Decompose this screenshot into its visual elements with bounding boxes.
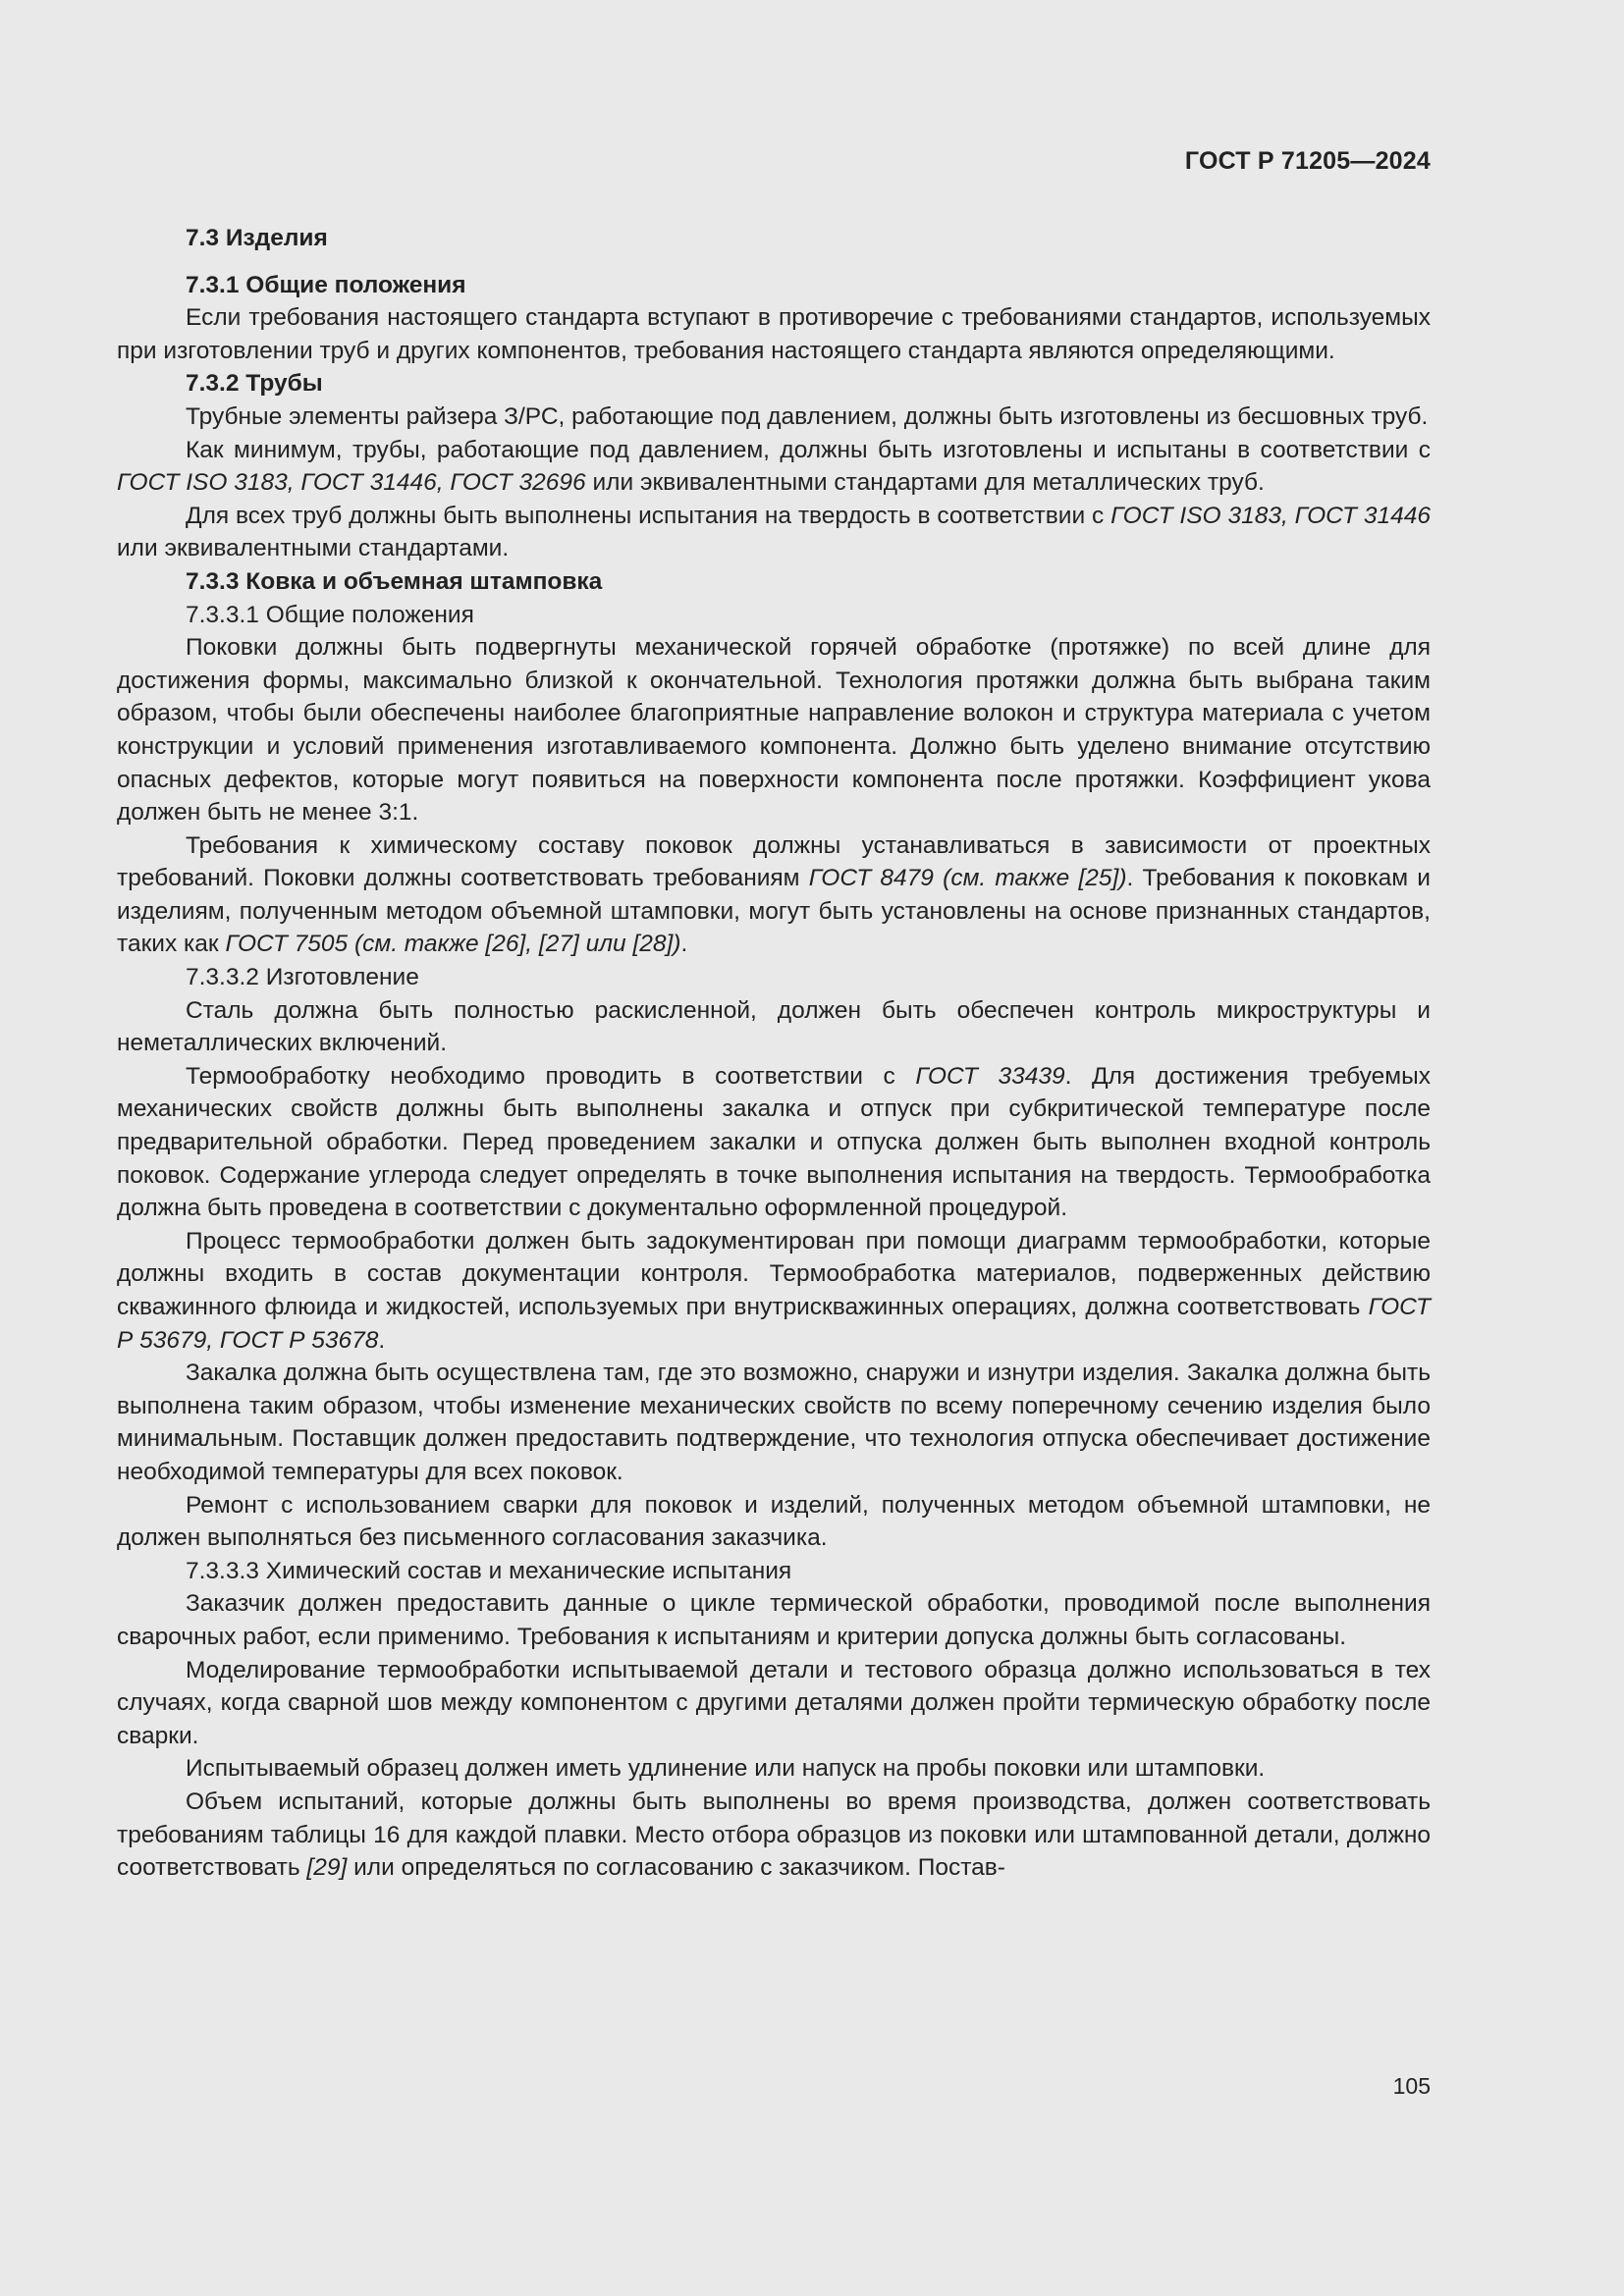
text: или эквивалентными стандартами.: [117, 535, 510, 562]
text: Как минимум, трубы, работающие под давлением, должны быть изготовлены и испытаны в соответствии с: [186, 436, 1431, 463]
paragraph: [117, 829, 1431, 961]
section-heading-7-3-2: 7.3.2 Трубы: [186, 370, 323, 398]
text: Для всех труб должны быть выполнены испытания на твердость в соответствии с: [186, 502, 1111, 529]
paragraph: Трубные элементы райзера З/РС, работающие под давлением, должны быть изготовлены из бесшовных труб.: [186, 402, 1429, 430]
text: Процесс термообработки должен быть задокументирован при помощи диаграмм термообработки, которые должны входить в состав документации контроля. Термообработка материалов, подверженных действию скважинного флюида и жидкостей, используемых при внутрискважинных операциях, должна соответствовать: [117, 1227, 1431, 1320]
text: . Для достижения требуемых механических свойств должны быть выполнены закалка и отпуск при субкритической температуре после предварительной обработки. Перед проведением закалки и отпуска должен быть выполнен входной контроль поковок. Содержание углерода следует определять в точке выполнения испытания на твердость. Термообработка должна быть проведена в соответствии с документально оформленной процедурой.: [117, 1062, 1431, 1222]
text: .: [680, 931, 688, 958]
section-heading-7-3-1: 7.3.1 Общие положения: [186, 271, 466, 298]
standard-reference: [29]: [306, 1854, 348, 1882]
standard-reference: ГОСТ 33439: [915, 1062, 1065, 1090]
standard-reference: ГОСТ ISO 3183, ГОСТ 31446: [1110, 502, 1431, 529]
document-number-header: ГОСТ Р 71205—2024: [1184, 147, 1431, 175]
text: . Требования к поковкам и изделиям, полученным методом объемной штамповки, могут быть установлены на основе признанных стандартов, таких как: [117, 865, 1431, 958]
document-body: [117, 222, 1431, 1885]
paragraph: Сталь должна быть полностью раскисленной, должен быть обеспечен контроль микроструктуры и неметаллических включений.: [117, 996, 1431, 1057]
subsection-heading-7-3-3-2: 7.3.3.2 Изготовление: [186, 964, 419, 991]
subsection-heading-7-3-3-3: 7.3.3.3 Химический состав и механические испытания: [186, 1557, 792, 1584]
text: или эквивалентными стандартами для металлических труб.: [585, 469, 1265, 497]
standard-reference: ГОСТ ISO 3183, ГОСТ 31446, ГОСТ 32696: [117, 469, 586, 497]
paragraph: [117, 1225, 1431, 1357]
subsection-heading-7-3-3-1: 7.3.3.1 Общие положения: [186, 601, 474, 628]
paragraph: Ремонт с использованием сварки для поковок и изделий, полученных методом объемной штамповки, не должен выполняться без письменного согласования заказчика.: [117, 1491, 1431, 1552]
text: Термообработку необходимо проводить в соответствии с: [186, 1062, 916, 1090]
paragraph: [117, 1060, 1431, 1225]
paragraph: [117, 434, 1431, 500]
text: .: [378, 1326, 386, 1354]
paragraph: Испытываемый образец должен иметь удлинение или напуск на пробы поковки или штамповки.: [186, 1755, 1266, 1783]
paragraph: Если требования настоящего стандарта вступают в противоречие с требованиями стандартов, используемых при изготовлении труб и других компонентов, требования настоящего стандарта являются определяющими.: [117, 304, 1431, 364]
section-heading-7-3-3: 7.3.3 Ковка и объемная штамповка: [186, 567, 603, 595]
paragraph: Моделирование термообработки испытываемой детали и тестового образца должно использоваться в тех случаях, когда сварной шов между компонентом с другими деталями должен пройти термическую обработку после сварки.: [117, 1656, 1431, 1749]
paragraph: Заказчик должен предоставить данные о цикле термической обработки, проводимой после выполнения сварочных работ, если применимо. Требования к испытаниям и критерии допуска должны быть согласованы.: [117, 1590, 1431, 1650]
text: Требования к химическому составу поковок должны устанавливаться в зависимости от проектных требований. Поковки должны соответствовать требованиям: [117, 831, 1431, 892]
paragraph: Закалка должна быть осуществлена там, где это возможно, снаружи и изнутри изделия. Закалка должна быть выполнена таким образом, чтобы изменение механических свойств по всему поперечному сечению изделия было минимальным. Поставщик должен предоставить подтверждение, что технология отпуска обеспечивает достижение необходимой температуры для всех поковок.: [117, 1360, 1431, 1485]
standard-reference: ГОСТ 8479 (см. также [25]): [808, 865, 1127, 892]
standard-reference: ГОСТ Р 53679, ГОСТ Р 53678: [117, 1294, 1431, 1354]
page-number: 105: [1392, 2073, 1431, 2099]
text: или определяться по согласованию с заказчиком. Постав-: [347, 1854, 1005, 1882]
text: Объем испытаний, которые должны быть выполнены во время производства, должен соответствовать требованиям таблицы 16 для каждой плавки. Место отбора образцов из поковки или штампованной детали, должно соответствовать: [117, 1788, 1431, 1882]
paragraph: Поковки должны быть подвергнуты механической горячей обработке (протяжке) по всей длине для достижения формы, максимально близкой к окончательной. Технология протяжки должна быть выбрана таким образом, чтобы были обеспечены наиболее благоприятные направление волокон и структура материала с учетом конструкции и условий применения изготавливаемого компонента. Должно быть уделено внимание отсутствию опасных дефектов, которые могут появиться на поверхности компонента после протяжки. Коэффициент укова должен быть не менее 3:1.: [117, 634, 1431, 827]
paragraph: [117, 1786, 1431, 1885]
standard-reference: ГОСТ 7505 (см. также [26], [27] или [28]): [225, 931, 681, 958]
paragraph: [117, 500, 1431, 565]
section-heading-7-3: 7.3 Изделия: [186, 225, 328, 251]
